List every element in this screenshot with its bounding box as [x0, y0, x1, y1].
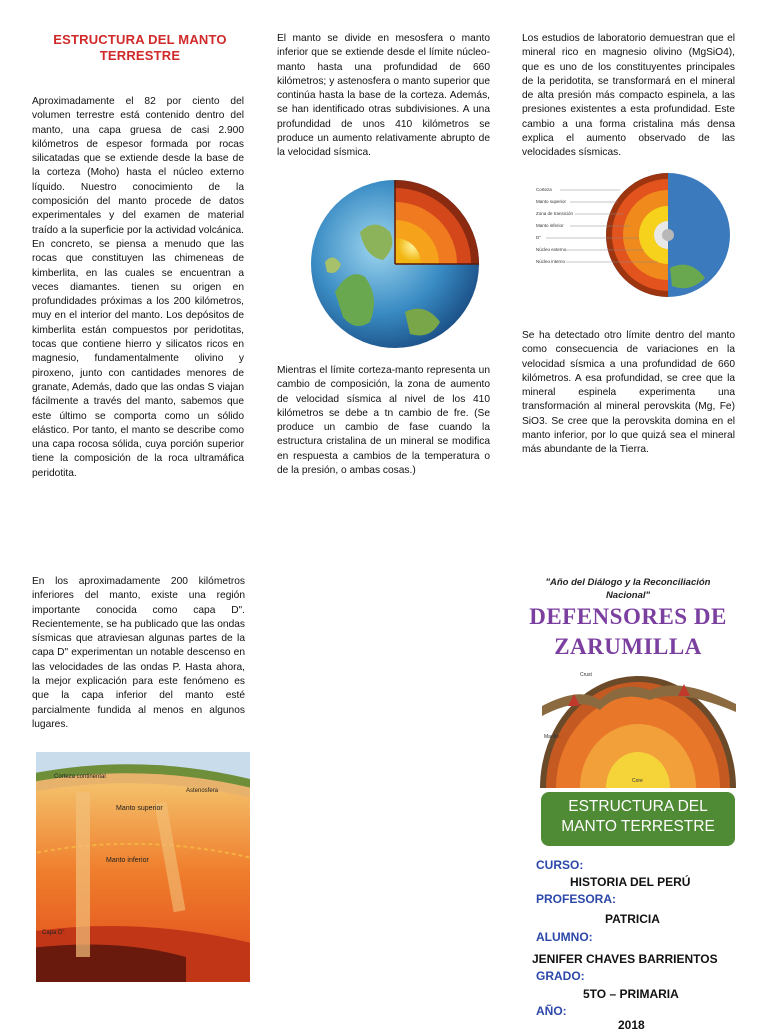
cover-earth-section-image: [540, 666, 736, 788]
label-manto-superior: Manto superior: [116, 805, 163, 812]
label-corteza-continental: Corteza continental: [54, 774, 106, 780]
cover-motto-line1: "Año del Diálogo y la Reconciliación: [545, 577, 711, 588]
cover-motto: [520, 576, 736, 602]
label-manto-superior: Manto superior: [536, 199, 567, 204]
alumno-label: ALUMNO:: [536, 930, 593, 944]
panel1-title: [40, 32, 240, 64]
anio-value: 2018: [618, 1018, 645, 1032]
panel1-paragraph: Aproximadamente el 82 por ciento del volumen terrestre está contenido dentro del manto, una capa gruesa de casi 2.900 kilómetros de espesor formada por rocas silicatadas que se extiende desde la base de la corteza (Moho) hasta el núcleo externo líquido. Nuestro conocimiento de la composición del manto procede de datos experimentales y del examen de material traído a la superficie por la actividad volcánica. En concreto, se piensa a menudo que las rocas que constituyen las chimeneas de kimberlita, en las cuales se encuentran a veces diamantes. tienen su origen en profundidades próximas a los 200 kilómetros, muy en el interior del manto. Los depósitos de kimberlita están compuestos por peridotitas, tocas que contiene hierro y silicatos ricos en magnesio, fundamentalmente olivino y piroxeno, junto con cantidades menores de granate, Además, dado que las ondas S viajan fácilmente a través del manto, sabemos que este último se comporta como un sólido elástico. Por tanto, el manto se describe como una capa rocosa sólida, cuya porción superior tiene la composición de la roca ultramáfica peridotita.: [32, 96, 244, 479]
label-mantle: Mantle: [544, 734, 560, 740]
curso-label: CURSO:: [536, 858, 584, 872]
mantle-cross-section-image: [36, 752, 250, 982]
anio-label: AÑO:: [536, 1004, 567, 1018]
label-corteza: Corteza: [536, 187, 552, 192]
grado-label: GRADO:: [536, 969, 585, 983]
label-d: D": [536, 235, 541, 240]
earth-cutaway-image: [305, 172, 485, 352]
cover-subtitle-box: [541, 792, 735, 846]
cover-subtitle-line1: ESTRUCTURA DEL: [568, 798, 708, 815]
earth-layers-diagram: [520, 168, 732, 303]
cover-title-line2: ZARUMILLA: [554, 634, 702, 659]
panel3-paragraph1: Los estudios de laboratorio demuestran que el mineral rico en magnesio olivino (MgSiO4), que es uno de los constituyentes principales de la peridotita, se transformará en el mineral de alta presión más compacto espinela, a las presiones existentes a esta profundidad. Este cambio a una forma cristalina más densa explica el aumento observado de las velocidades sísmicas.: [522, 33, 735, 159]
curso-value: HISTORIA DEL PERÚ: [570, 875, 691, 889]
profesora-label: PROFESORA:: [536, 892, 617, 906]
panel2-paragraph1: El manto se divide en mesosfera o manto inferior que se extiende desde el límite núcleo-manto hasta una profundidad de 660 kilómetros; y astenosfera o manto superior que continúa hasta la base de la corteza. Además, se han identificado otras subdivisiones. A una profundidad de unos 410 kilómetros se produce un aumento relativamente abrupto de la velocidad sísmica.: [277, 33, 490, 159]
label-capa-d: Capa D": [42, 930, 65, 936]
label-nucleo-interno: Núcleo interno: [536, 259, 566, 264]
panel3-paragraph2: Se ha detectado otro límite dentro del manto como consecuencia de variaciones en la velocidad sísmica a una profundidad de 660 kilómetros. A esa profundidad, se cree que la mineral espinela experimenta una transformación al mineral perovskita (Mg, Fe) SiO3. Se cree que la perovskita domina en el manto inferior, por lo que quizá sea el mineral más abundante de la Tierra.: [522, 330, 735, 456]
panel1-title-line2: TERRESTRE: [99, 48, 181, 63]
alumno-value: JENIFER CHAVES BARRIENTOS: [532, 952, 718, 966]
panel4-paragraph: En los aproximadamente 200 kilómetros inferiores del manto, existe una región importante conocida como capa D". Recientemente, se ha publicado que las ondas sísmicas que atraviesan algunas partes de la capa D" experimentan un notable descenso en las velocidades de las ondas P. Hasta ahora, la mejor explicación para este fenómeno es que la capa inferior del manto esté parcialmente fundida al menos en algunos lugares.: [32, 576, 245, 730]
panel2-paragraph2: Mientras el límite corteza-manto representa un cambio de composición, la zona de aumento de velocidad sísmica al nivel de los 410 kilómetros se debe a tn cambio de fre. (Se produce un cambio de fase cuando la estructura cristalina de un mineral se modifica en respuesta a cambios de la temperatura o de la presión, o ambas cosas.): [277, 365, 490, 477]
cover-subtitle-line2: MANTO TERRESTRE: [561, 818, 715, 835]
label-astenosfera: Astenosfera: [186, 788, 219, 794]
cover-title: [518, 602, 738, 662]
label-core: Core: [632, 778, 643, 784]
label-manto-inferior: Manto inferior: [536, 223, 564, 228]
panel1-title-line1: ESTRUCTURA DEL MANTO: [53, 32, 227, 47]
cover-title-line1: DEFENSORES DE: [529, 604, 727, 629]
cover-motto-line2: Nacional": [605, 590, 651, 601]
label-zona-transicion: Zona de transición: [536, 211, 574, 216]
label-crust: Crust: [580, 672, 592, 678]
label-nucleo-externo: Núcleo externo: [536, 247, 567, 252]
label-manto-inferior: Manto inferior: [106, 857, 149, 864]
profesora-value: PATRICIA: [605, 912, 660, 926]
grado-value: 5TO – PRIMARIA: [583, 987, 679, 1001]
